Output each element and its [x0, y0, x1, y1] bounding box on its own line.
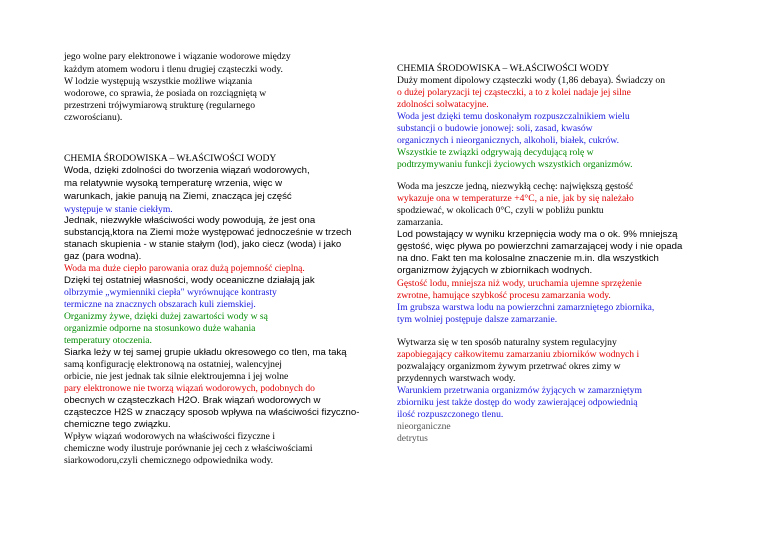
text-line: Siarka leży w tej samej grupie układu okresowego co tlen, ma taką: [64, 347, 347, 358]
text-line: zdolności solwatacyjne.: [397, 99, 489, 110]
text-line: wykazuje ona w temperaturze +4°C, a nie, jak by się należało: [397, 193, 634, 204]
text-line: orbicie, nie jest jednak tak silnie elektroujemna i jej wolne: [64, 371, 289, 382]
text-line: chemiczne tego związku.: [64, 419, 171, 430]
text-line: Gęstość lodu, mniejsza niż wody, uruchamia ujemne sprzężenie: [397, 278, 642, 289]
section-heading: CHEMIA ŚRODOWISKA – WŁAŚCIWOŚCI WODY: [397, 63, 610, 74]
text-line: pary elektronowe nie tworzą wiązań wodorowych, podobnych do: [64, 383, 315, 394]
text-line: warunkach, jakie panują na Ziemi, znacząca jej część: [64, 191, 292, 202]
text-line: zwrotne, hamujące szybkość procesu zamarzania wody.: [397, 290, 611, 301]
text-line: zapobiegający całkowitemu zamarzaniu zbiorników wodnych i: [397, 349, 640, 360]
text-line: Wytwarza się w ten sposób naturalny system regulacyjny: [397, 337, 617, 348]
text-line: temperatury otoczenia.: [64, 335, 152, 346]
text-line: pozwalający organizmom żywym przetrwać okres zimy w: [397, 361, 621, 372]
text-line: nieorganiczne: [397, 421, 451, 432]
text-line: gęstość, więc pływa po powierzchni zamarzającej wody i nie opada: [397, 241, 683, 252]
text-line: Duży moment dipolowy cząsteczki wody (1,86 debaya). Świadczy on: [397, 75, 666, 86]
text-line: występuje w stanie ciekłym.: [64, 204, 173, 215]
text-line: stanach skupienia - w stanie stałym (lod), jako ciecz (woda) i jako: [64, 239, 342, 250]
text-line: Jednak, niezwykłe właściwości wody powodują, że jest ona: [64, 215, 316, 226]
text-line: Woda ma jeszcze jedną, niezwykłą cechę: największą gęstość: [397, 181, 634, 192]
text-line: obecnych w cząsteczkach H2O. Brak wiązań wodorowych w: [64, 395, 321, 406]
text-line: organizmow żyjących w zbiornikach wodnych.: [397, 265, 593, 276]
section-heading: CHEMIA ŚRODOWISKA – WŁAŚCIWOŚCI WODY: [64, 153, 277, 164]
text-line: organizmie odporne na stosunkowo duże wahania: [64, 323, 256, 334]
text-line: Woda ma duże ciepło parowania oraz dużą pojemność cieplną.: [64, 263, 305, 274]
text-line: substancji o budowie jonowej: soli, zasad, kwasów: [397, 123, 593, 134]
text-line: Organizmy żywe, dzięki dużej zawartości wody w są: [64, 311, 268, 322]
text-line: przestrzeni trójwymiarową strukturę (regularnego: [64, 100, 255, 111]
text-line: tym wolniej postępuje dalsze zamarzanie.: [397, 314, 558, 325]
text-line: zbiorniku jest także dostęp do wody zawierającej odpowiednią: [397, 397, 638, 408]
text-line: cząsteczce H2S w znaczący sposob wpływa na właściwości fizyczno-: [64, 407, 360, 418]
text-line: przydennych warstwach wody.: [397, 373, 516, 384]
text-line: czworościanu).: [64, 112, 123, 123]
text-line: organicznych i nieorganicznych, alkoholi, białek, cukrów.: [397, 135, 620, 146]
text-line: termiczne na znacznych obszarach kuli ziemskiej.: [64, 299, 256, 310]
text-line: Lod powstający w wyniku krzepnięcia wody ma o ok. 9% mniejszą: [397, 229, 678, 240]
text-line: podtrzymywaniu funkcji życiowych wszystkich organizmów.: [397, 159, 633, 170]
text-line: Dzięki tej ostatniej własności, wody oceaniczne działają jak: [64, 275, 315, 286]
text-line: ilość rozpuszczonego tlenu.: [397, 409, 504, 420]
text-line: jego wolne pary elektronowe i wiązanie wodorowe między: [64, 51, 291, 62]
text-line: Wpływ wiązań wodorowych na właściwości fizyczne i: [64, 431, 275, 442]
text-line: Wszystkie te związki odgrywają decydującą rolę w: [397, 147, 594, 158]
text-line: W lodzie występują wszystkie możliwe wiązania: [64, 76, 253, 87]
text-line: zamarzania.: [397, 217, 444, 228]
text-line: Woda, dzięki zdolności do tworzenia wiązań wodorowych,: [64, 165, 310, 176]
text-line: detrytus: [397, 433, 428, 444]
text-line: Warunkiem przetrwania organizmów żyjących w zamarzniętym: [397, 385, 642, 396]
text-line: ma relatywnie wysoką temperaturę wrzenia, więc w: [64, 178, 283, 189]
text-line: na dno. Fakt ten ma kolosalne znaczenie m.in. dla wszystkich: [397, 253, 659, 264]
text-line: każdym atomem wodoru i tlenu drugiej cząsteczki wody.: [64, 64, 283, 75]
text-line: siarkowodoru,czyli chemicznego odpowiednika wody.: [64, 455, 274, 466]
text-line: spodziewać, w okolicach 0°C, czyli w pobliżu punktu: [397, 205, 604, 216]
text-line: chemiczne wody ilustruje porównanie jej cech z właściwościami: [64, 443, 313, 454]
text-line: samą konfigurację elektronową na ostatniej, walencyjnej: [64, 359, 282, 370]
text-line: olbrzymie „wymienniki ciepła" wyrównujące kontrasty: [64, 287, 277, 298]
text-line: substancją,ktora na Ziemi może występować jednocześnie w trzech: [64, 227, 352, 238]
text-line: o dużej polaryzacji tej cząsteczki, a to z kolei nadaje jej silne: [397, 87, 631, 98]
text-line: gaz (para wodna).: [64, 251, 142, 262]
text-line: wodorowe, co sprawia, że posiada on rozciągniętą w: [64, 88, 267, 99]
text-line: Im grubsza warstwa lodu na powierzchni zamarzniętego zbiornika,: [397, 302, 655, 313]
text-line: Woda jest dzięki temu doskonałym rozpuszczalnikiem wielu: [397, 111, 630, 122]
